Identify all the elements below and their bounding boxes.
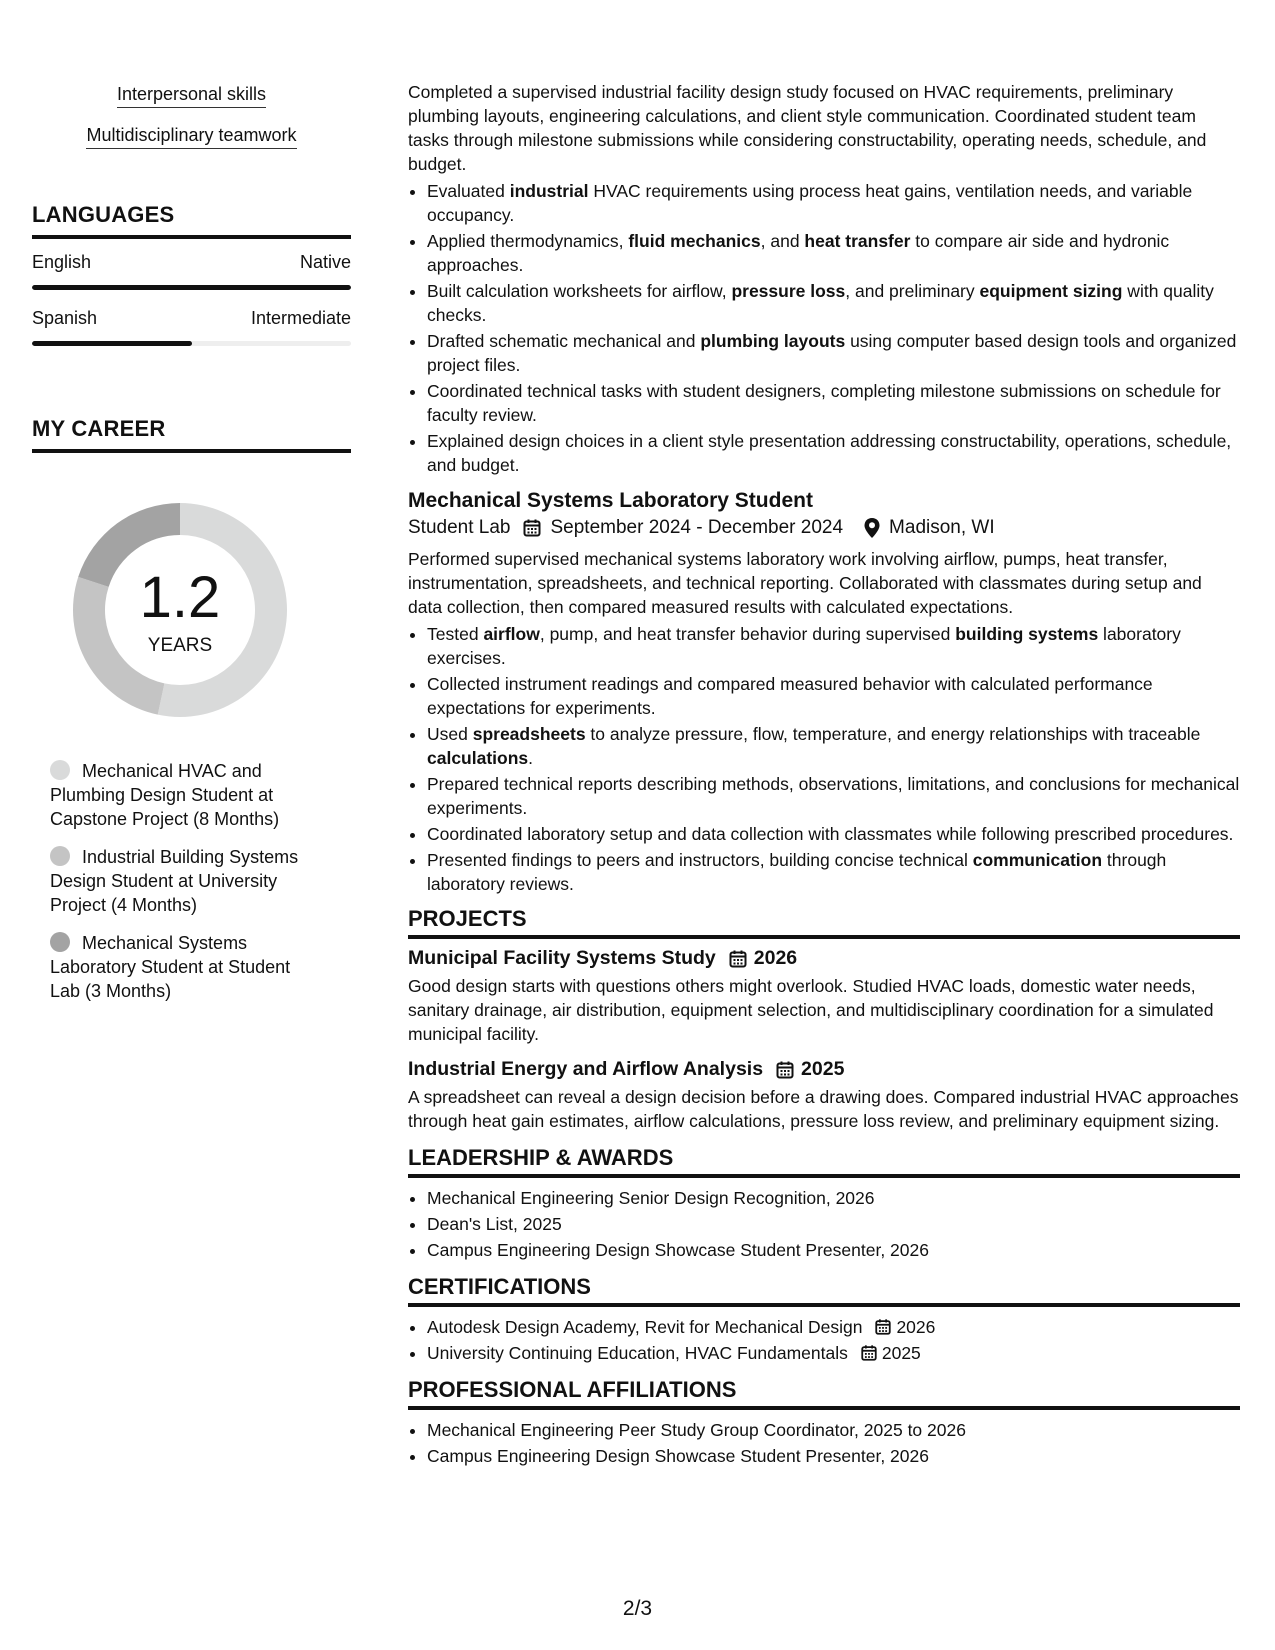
certification-year: 2025 — [881, 1343, 921, 1363]
language-item — [32, 308, 351, 346]
project-year: 2026 — [753, 947, 798, 969]
languages-heading: LANGUAGES — [32, 202, 351, 239]
bullet-item: • Coordinated laboratory setup and data collection with classmates while following prescribed procedures. — [427, 822, 1240, 846]
career-total-unit: YEARS — [147, 635, 213, 656]
right-column — [408, 80, 1240, 1470]
projects-section — [408, 906, 1240, 1133]
job-meta — [408, 517, 1240, 539]
job-entry — [408, 489, 1240, 896]
project-name: Municipal Facility Systems Study — [408, 947, 716, 969]
language-proficiency-bar — [32, 285, 351, 290]
bullet-item: • Applied thermodynamics, fluid mechanics, and heat transfer to compare air side and hydronic approaches. — [427, 229, 1240, 277]
leadership-item: • Mechanical Engineering Senior Design Recognition, 2026 — [427, 1186, 1240, 1210]
bullet-item: • Explained design choices in a client style presentation addressing constructability, operations, schedule, and budget. — [427, 429, 1240, 477]
certification-name: • Autodesk Design Academy, Revit for Mechanical Design — [427, 1317, 863, 1337]
bullet-item: • Used spreadsheets to analyze pressure, flow, temperature, and energy relationships with traceable calculations. — [427, 722, 1240, 770]
leadership-item: • Campus Engineering Design Showcase Student Presenter, 2026 — [427, 1238, 1240, 1262]
career-legend-item — [50, 931, 320, 1003]
skills-list — [32, 84, 351, 166]
career-heading: MY CAREER — [32, 416, 351, 453]
certification-year: 2026 — [896, 1317, 936, 1337]
leadership-section — [408, 1145, 1240, 1262]
leadership-item: • Dean's List, 2025 — [427, 1212, 1240, 1236]
project-item — [408, 947, 1240, 1046]
job-entry-continued — [408, 80, 1240, 477]
bullet-item: • Built calculation worksheets for airflow, pressure loss, and preliminary equipment sizing with quality checks. — [427, 279, 1240, 327]
leadership-heading: LEADERSHIP & AWARDS — [408, 1145, 1240, 1178]
bullet-item: • Coordinated technical tasks with student designers, completing milestone submissions on schedule for faculty review. — [427, 379, 1240, 427]
calendar-icon — [728, 949, 748, 969]
job-location: Madison, WI — [889, 517, 995, 538]
career-legend-label: Industrial Building Systems Design Student at University Project (4 Months) — [50, 847, 299, 915]
language-name: Spanish — [32, 308, 98, 328]
certification-item — [427, 1315, 1240, 1339]
certifications-section — [408, 1274, 1240, 1365]
certification-name: • University Continuing Education, HVAC Fundamentals — [427, 1343, 848, 1363]
language-level: Intermediate — [250, 308, 351, 328]
bullet-item: • Presented findings to peers and instructors, building concise technical communication through laboratory reviews. — [427, 848, 1240, 896]
location-pin-icon — [863, 517, 881, 539]
language-proficiency-fill — [32, 341, 192, 346]
calendar-icon — [874, 1318, 892, 1336]
left-column — [32, 84, 351, 1017]
job-title: Mechanical Systems Laboratory Student — [408, 489, 813, 512]
job-bullets — [408, 622, 1240, 896]
career-legend-label: Mechanical HVAC and Plumbing Design Student at Capstone Project (8 Months) — [50, 761, 280, 829]
legend-dot-icon — [50, 932, 70, 952]
languages-section — [32, 202, 351, 346]
project-item — [408, 1058, 1240, 1133]
career-legend-item — [50, 845, 320, 917]
bullet-item: • Drafted schematic mechanical and plumbing layouts using computer based design tools and organized project files. — [427, 329, 1240, 377]
skill-tag: Interpersonal skills — [117, 84, 266, 108]
bullet-item: • Tested airflow, pump, and heat transfer behavior during supervised building systems laboratory exercises. — [427, 622, 1240, 670]
career-legend-label: Mechanical Systems Laboratory Student at Student Lab (3 Months) — [50, 933, 291, 1001]
project-year: 2025 — [801, 1058, 845, 1080]
job-company: Student Lab — [408, 517, 511, 538]
career-section — [32, 416, 351, 1003]
affiliations-section — [408, 1377, 1240, 1468]
project-name: Industrial Energy and Airflow Analysis — [408, 1058, 764, 1080]
career-total-years: 1.2 — [139, 565, 221, 630]
certification-item — [427, 1341, 1240, 1365]
bullet-item: • Prepared technical reports describing methods, observations, limitations, and conclusions for mechanical experiments. — [427, 772, 1240, 820]
affiliations-heading: PROFESSIONAL AFFILIATIONS — [408, 1377, 1240, 1410]
language-proficiency-fill — [32, 285, 351, 290]
career-donut-chart — [67, 497, 293, 723]
affiliation-item: • Mechanical Engineering Peer Study Group Coordinator, 2025 to 2026 — [427, 1418, 1240, 1442]
job-bullets — [408, 179, 1240, 477]
projects-heading: PROJECTS — [408, 906, 1240, 939]
page-number: 2/3 — [622, 1597, 653, 1620]
language-level: Native — [299, 252, 351, 272]
calendar-icon — [522, 518, 542, 538]
skill-tag: Multidisciplinary teamwork — [86, 125, 296, 149]
career-legend-item — [50, 759, 320, 831]
bullet-item: • Collected instrument readings and compared measured behavior with calculated performance expectations for experiments. — [427, 672, 1240, 720]
project-description: A spreadsheet can reveal a design decision before a drawing does. Compared industrial HVAC approaches through heat gain estimates, airflow calculations, pressure loss review, and preliminary equipment sizing. — [408, 1087, 1239, 1131]
calendar-icon — [860, 1344, 878, 1362]
certifications-heading: CERTIFICATIONS — [408, 1274, 1240, 1307]
legend-dot-icon — [50, 760, 70, 780]
affiliation-item: • Campus Engineering Design Showcase Student Presenter, 2026 — [427, 1444, 1240, 1468]
legend-dot-icon — [50, 846, 70, 866]
language-name: English — [32, 252, 92, 272]
job-summary: Completed a supervised industrial facility design study focused on HVAC requirements, preliminary plumbing layouts, engineering calculations, and client style communication. Coordinated student team tasks through milestone submissions while considering constructability, operating needs, schedule, and budget. — [408, 82, 1207, 174]
language-item — [32, 252, 351, 290]
bullet-item: • Evaluated industrial HVAC requirements using process heat gains, ventilation needs, and variable occupancy. — [427, 179, 1240, 227]
language-proficiency-bar — [32, 341, 351, 346]
job-dates: September 2024 - December 2024 — [550, 517, 844, 538]
job-summary: Performed supervised mechanical systems laboratory work involving airflow, pumps, heat transfer, instrumentation, spreadsheets, and technical reporting. Collaborated with classmates during setup and data collection, then compared measured results with calculated expectations. — [408, 549, 1202, 617]
calendar-icon — [775, 1060, 795, 1080]
career-legend — [32, 759, 351, 1003]
project-description: Good design starts with questions others might overlook. Studied HVAC loads, domestic water needs, sanitary drainage, air distribution, equipment selection, and multidisciplinary coordination for a simulated municipal facility. — [408, 976, 1214, 1044]
